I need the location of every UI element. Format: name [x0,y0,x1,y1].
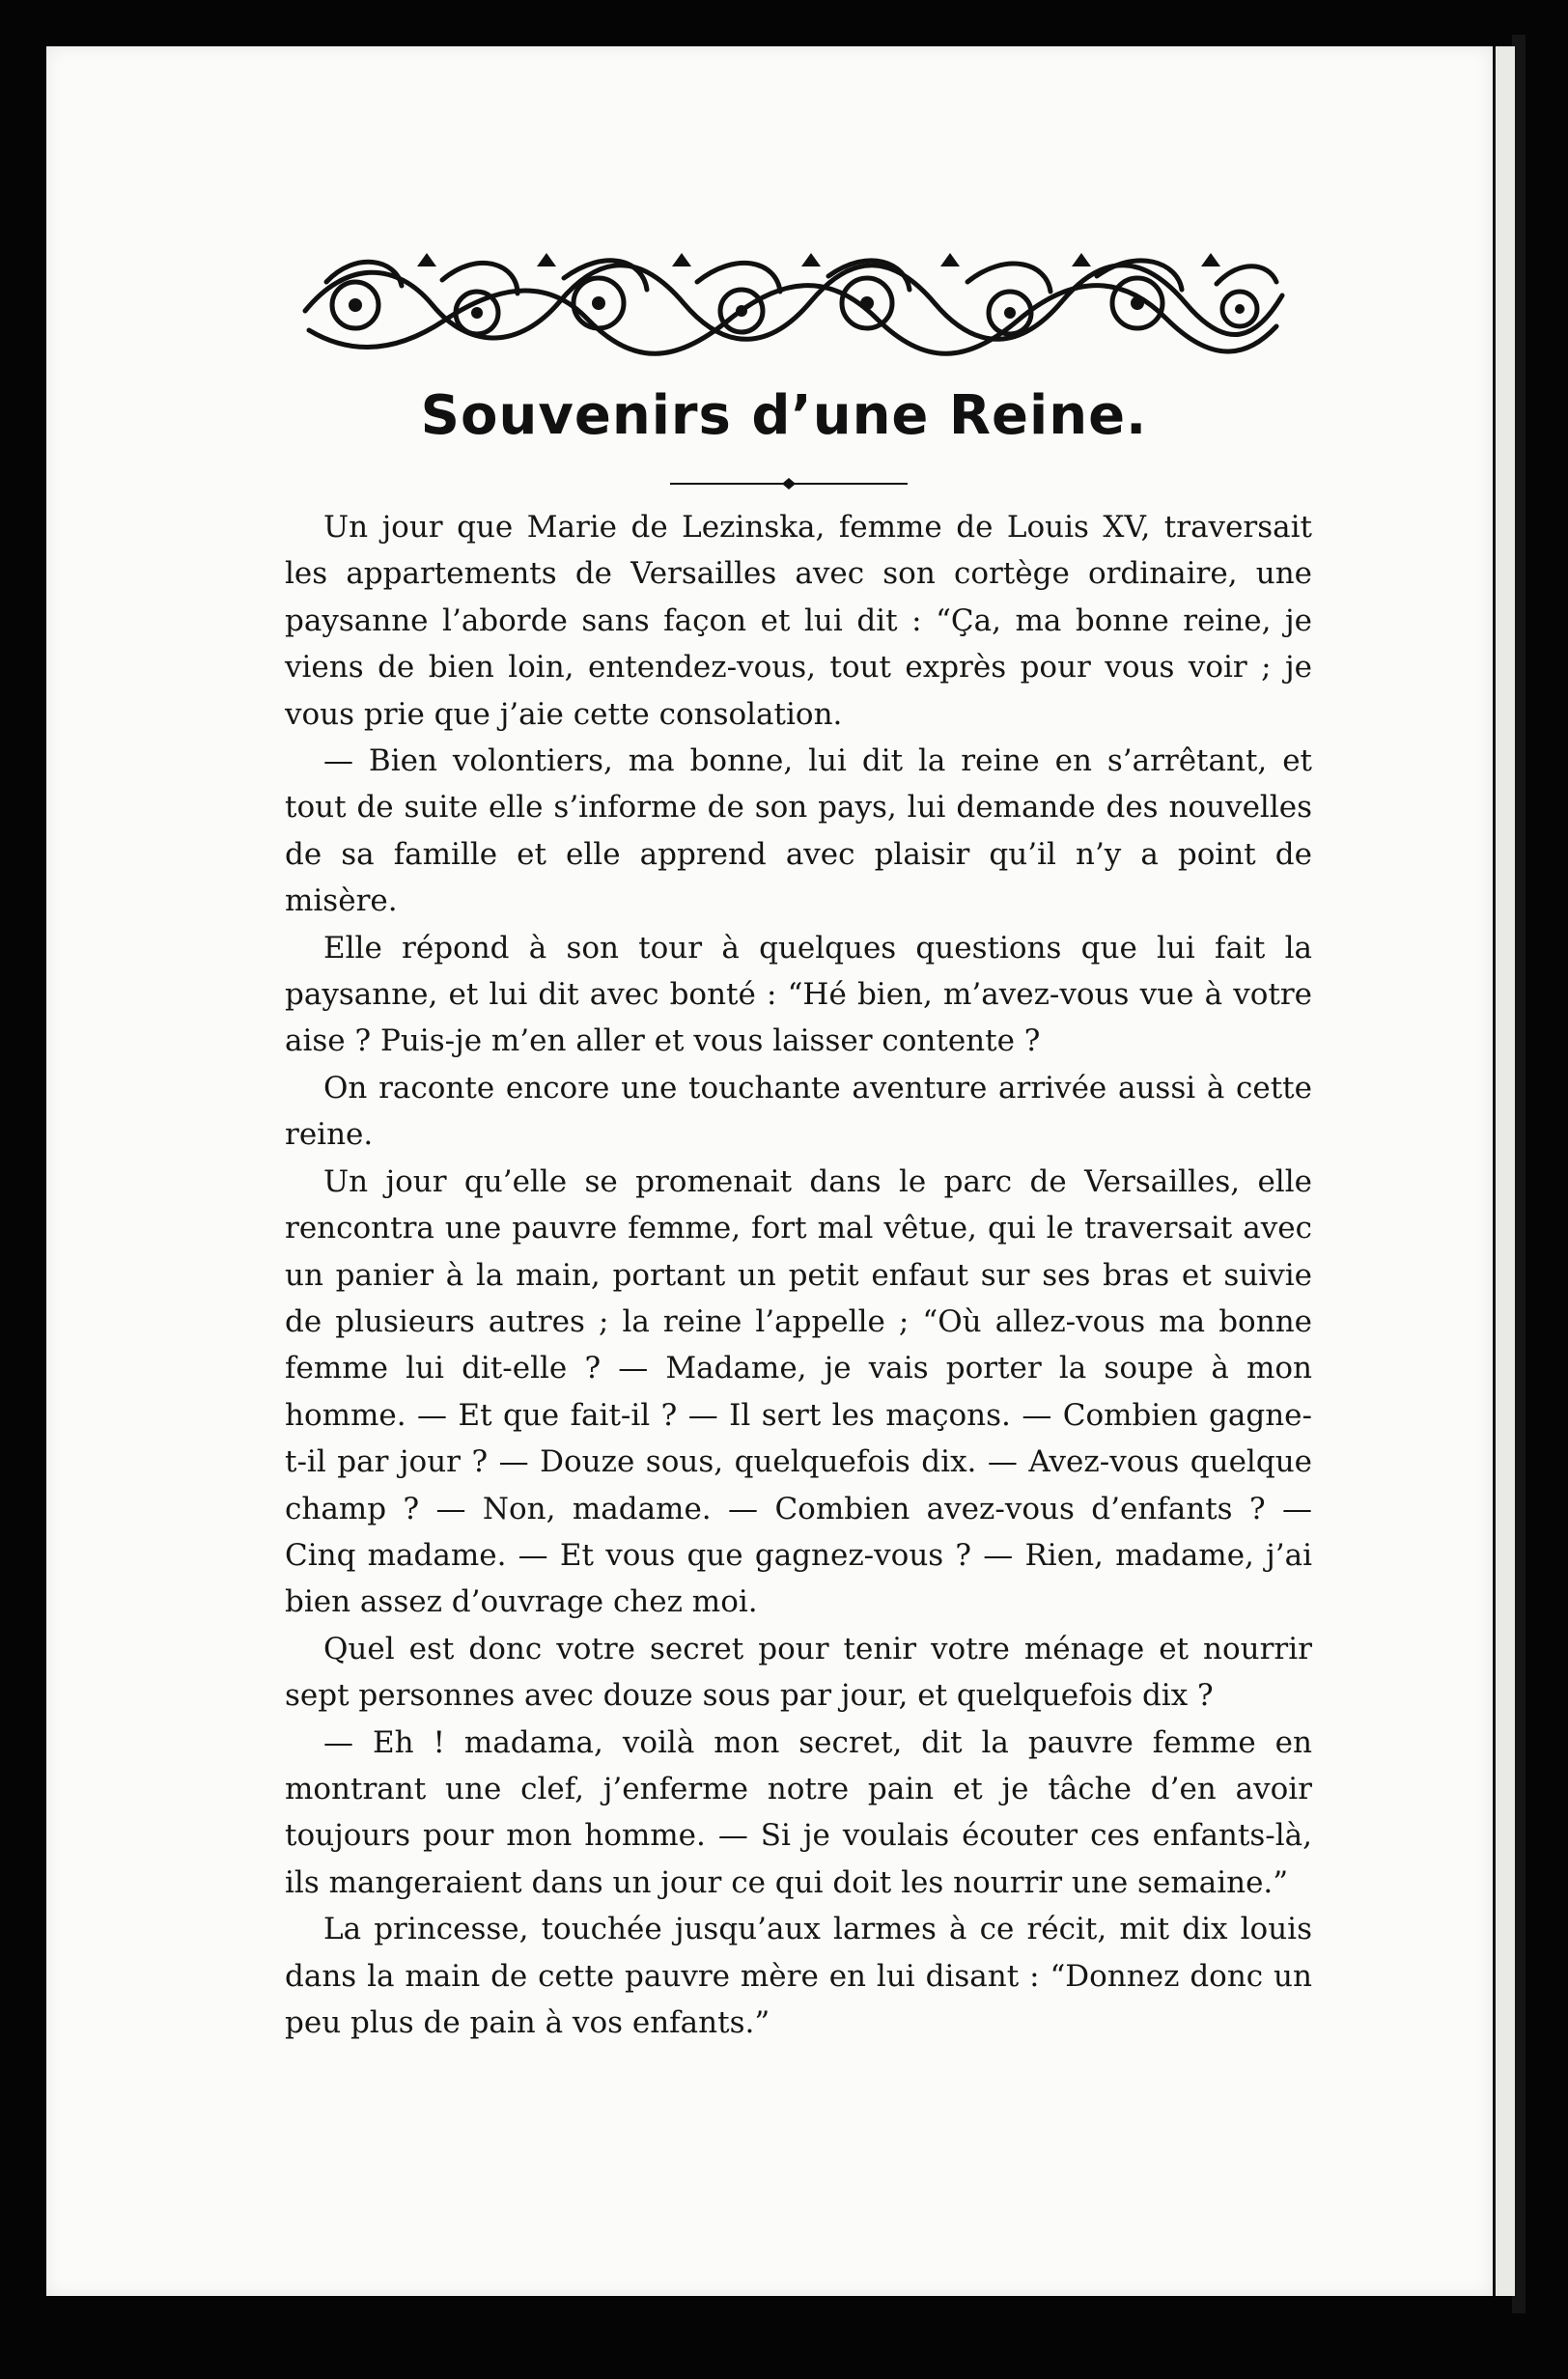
story-text [285,504,1312,2046]
paragraph-2: — Bien volontiers, ma bonne, lui dit la reine en s’arrêtant, et tout de suite elle s’informe de son pays, lui demande des nouvelles de sa famille et elle apprend avec plaisir qu’il n’y a point de misère. [285,743,1312,919]
paragraph-4: On raconte encore une touchante aventure arrivée aussi à cette reine. [285,1070,1312,1153]
paragraph-7: — Eh ! madama, voilà mon secret, dit la pauvre femme en montrant une clef, j’enferme notre pain et je tâche d’en avoir toujours pour mon homme. — Si je voulais écouter ces enfants-là, ils mangeraient dans un jour ce qui doit les nourrir une semaine.” [285,1724,1312,1900]
title-divider-icon [670,477,908,490]
page-title: Souvenirs d’une Reine. [420,384,1148,447]
paragraph-6: Quel est donc votre secret pour tenir votre ménage et nourrir sept personnes avec douze sous par jour, et quelquefois dix ? [285,1631,1312,1714]
floral-scroll-ornament-icon [288,241,1298,365]
paragraph-5: Un jour qu’elle se promenait dans le parc de Versailles, elle rencontra une pauvre femme, fort mal vêtue, qui le traversait avec un panier à la main, portant un petit enfaut sur ses bras et suivie de plusieurs autres ; la reine l’appelle ; “Où allez-vous ma bonne femme lui dit-elle ? — Madame, je vais porter la soupe à mon homme. — Et que fait-il ? — Il sert les maçons. — Combien gagne-t-il par jour ? — Douze sous, quelquefois dix. — Avez-vous quelque champ ? — Non, madame. — Combien avez-vous d’enfants ? — Cinq madame. — Et vous que gagnez-vous ? — Rien, madame, j’ai bien assez d’ouvrage chez moi. [285,1163,1312,1620]
paragraph-8: La princesse, touchée jusqu’aux larmes à ce récit, mit dix louis dans la main de cette pauvre mère en lui disant : “Donnez donc un peu plus de pain à vos enfants.” [285,1912,1312,2040]
paragraph-3: Elle répond à son tour à quelques questions que lui fait la paysanne, et lui dit avec bonté : “Hé bien, m’avez-vous vue à votre aise ? Puis-je m’en aller et vous laisser contente ? [285,930,1312,1059]
paragraph-1: Un jour que Marie de Lezinska, femme de Louis XV, traversait les appartements de Versailles avec son cortège ordinaire, une paysanne l’aborde sans façon et lui dit : “Ça, ma bonne reine, je viens de bien loin, entendez-vous, tout exprès pour vous voir ; je vous prie que j’aie cette consolation. [285,510,1312,732]
